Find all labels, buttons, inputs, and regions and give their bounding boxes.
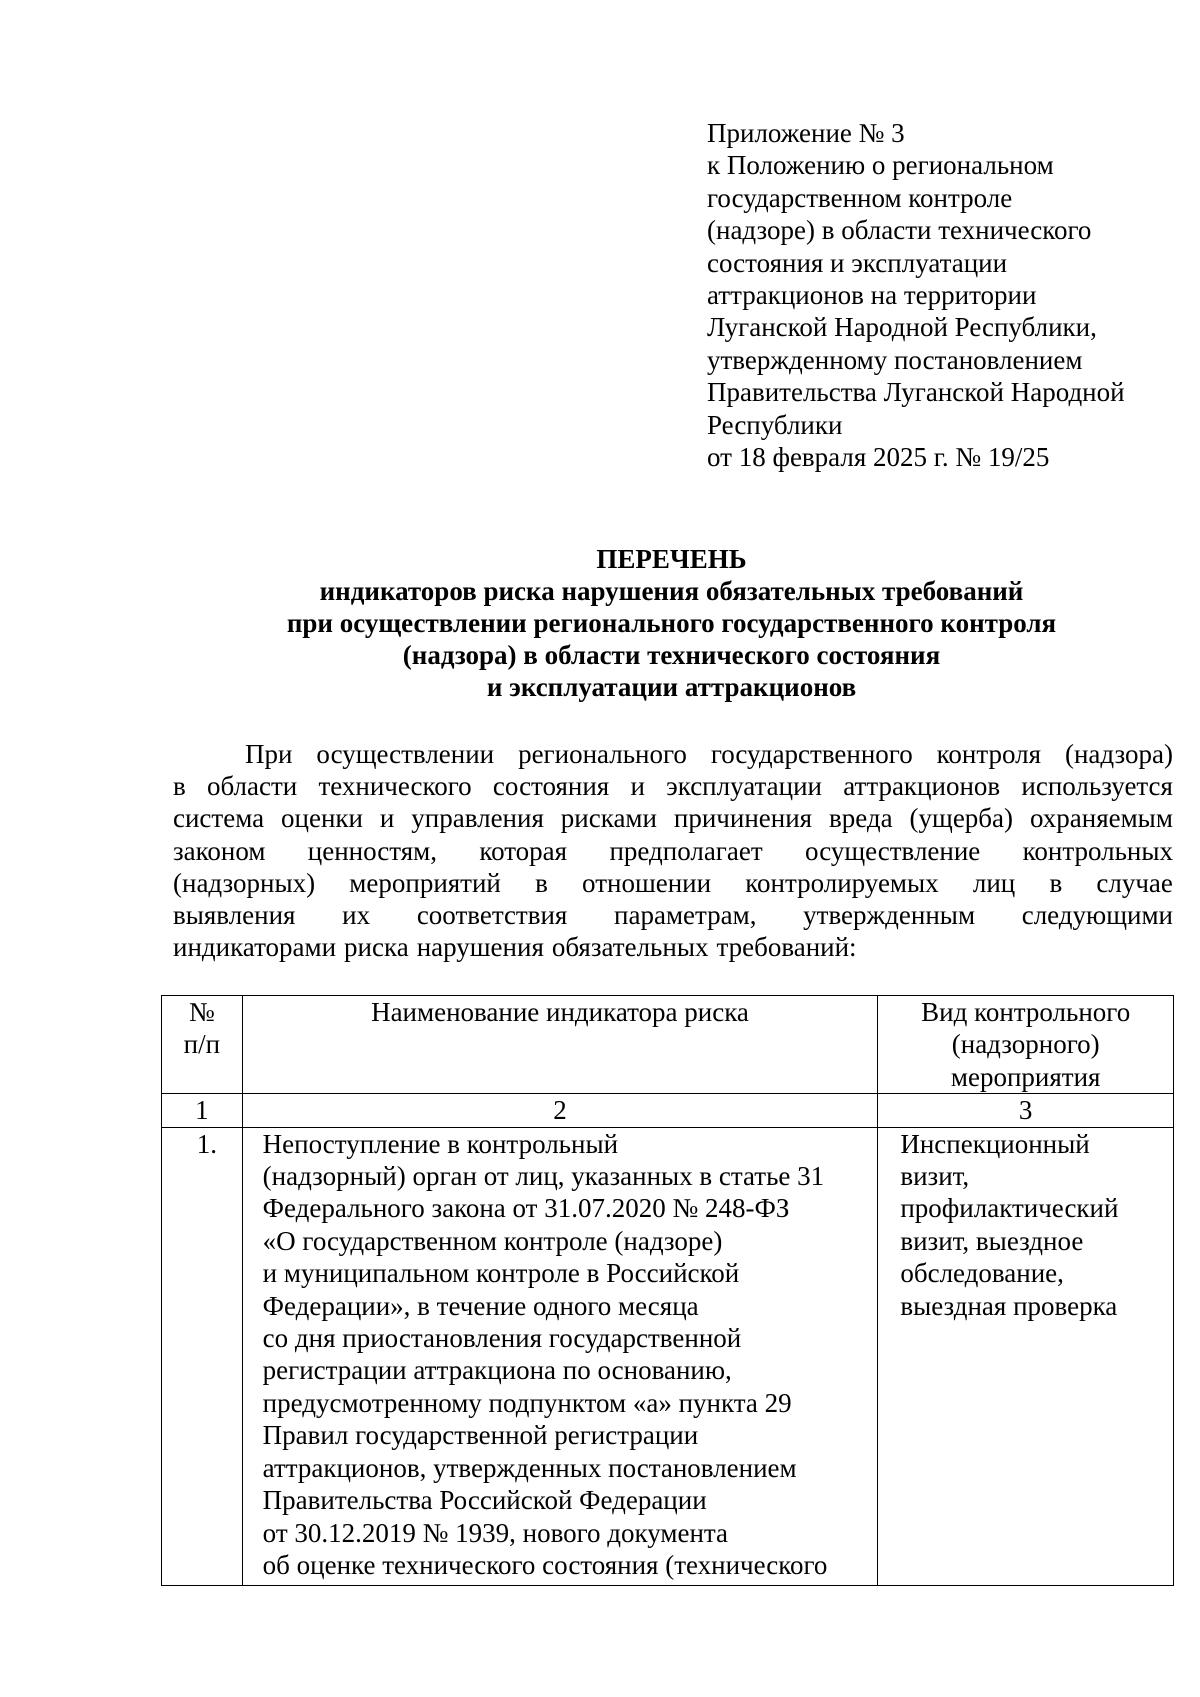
- intro-word: (надзора): [1064, 739, 1173, 769]
- row-name-line: «О государственном контроле (надзоре): [262, 1225, 723, 1256]
- row-name-line: со дня приостановления государственной: [262, 1323, 742, 1354]
- row-name-line: об оценке технического состояния (технического: [262, 1549, 828, 1580]
- row-name-line: Правил государственной регистрации: [262, 1420, 699, 1451]
- intro-word: система: [173, 803, 265, 834]
- index-cell: 2: [242, 1094, 878, 1127]
- intro-word: в: [1049, 867, 1063, 898]
- intro-line: [173, 835, 1173, 867]
- header-type-line: (надзорного): [951, 1029, 1100, 1060]
- intro-word: причинения: [673, 803, 813, 834]
- intro-word: регионального: [518, 739, 687, 769]
- intro-word: соответствия: [416, 900, 568, 931]
- intro-word: контролируемых: [745, 867, 939, 898]
- intro-word: следующими: [1021, 900, 1173, 931]
- table-index-row: [162, 1094, 1174, 1127]
- table-row: [162, 1127, 1174, 1586]
- heading-subtitle-line: (надзора) в области технического состояния: [402, 640, 941, 670]
- intro-word: вреда: [829, 803, 893, 834]
- row-type-line: обследование,: [900, 1258, 1064, 1289]
- header-number-line: п/п: [183, 1029, 221, 1060]
- risk-indicators-table: [161, 995, 1174, 1586]
- intro-word: нарушения: [416, 932, 544, 963]
- intro-word: (надзорных): [173, 867, 316, 898]
- row-name-cell: [242, 1127, 878, 1586]
- row-name-line: Правительства Российской Федерации: [262, 1485, 707, 1516]
- heading-subtitle-line: и эксплуатации аттракционов: [486, 672, 857, 702]
- intro-line: [173, 899, 1173, 931]
- intro-line: [173, 738, 1173, 770]
- intro-word: законом: [173, 835, 266, 866]
- header-type-line: Вид контрольного: [921, 997, 1131, 1027]
- intro-word: которая: [479, 835, 568, 866]
- row-name-line: Федерального закона от 31.07.2020 № 248-ФЗ: [262, 1193, 790, 1224]
- row-type-line: Инспекционный: [900, 1128, 1090, 1159]
- row-type-line: профилактический: [900, 1193, 1119, 1224]
- intro-word: отношении: [582, 867, 712, 898]
- header-name-cell: [242, 996, 878, 1094]
- row-name-line: Непоступление в контрольный: [262, 1128, 619, 1159]
- index-cell: 3: [878, 1094, 1174, 1127]
- intro-word: лиц: [972, 867, 1016, 898]
- intro-word: При: [245, 739, 293, 769]
- intro-line: [173, 931, 1173, 963]
- appendix-line: Луганской Народной Республики,: [707, 312, 1097, 343]
- intro-word: требований:: [716, 932, 857, 963]
- intro-word: в: [173, 771, 186, 802]
- row-name-line: регистрации аттракциона по основанию,: [262, 1355, 732, 1386]
- appendix-line: Республики: [707, 409, 843, 440]
- heading-title: ПЕРЕЧЕНЬ: [596, 544, 747, 574]
- intro-line: [173, 770, 1173, 802]
- header-type-line: мероприятия: [950, 1061, 1101, 1092]
- intro-word: осуществлении: [316, 739, 495, 769]
- appendix-line: аттракционов на территории: [707, 280, 1037, 311]
- intro-paragraph: [173, 738, 1173, 963]
- appendix-line: к Положению о региональном: [707, 150, 1054, 181]
- appendix-line: Приложение № 3: [707, 118, 905, 148]
- intro-word: случае: [1096, 867, 1173, 898]
- intro-word: эксплуатации: [666, 771, 822, 802]
- intro-word: аттракционов: [843, 771, 1001, 802]
- row-type-line: выездная проверка: [900, 1290, 1118, 1321]
- appendix-line: утвержденному постановлением: [707, 344, 1083, 375]
- header-type-cell: [878, 996, 1174, 1094]
- intro-word: управления: [411, 803, 544, 834]
- intro-word: в: [535, 867, 548, 898]
- intro-word: ценностям,: [307, 835, 437, 866]
- appendix-line: государственном контроле: [707, 182, 1013, 213]
- intro-word: осуществление: [805, 835, 981, 866]
- intro-word: их: [342, 900, 371, 931]
- row-number-cell: 1.: [162, 1127, 243, 1586]
- appendix-line: состояния и эксплуатации: [707, 247, 1008, 278]
- appendix-line: Правительства Луганской Народной: [707, 377, 1125, 408]
- intro-word: государственного: [710, 739, 913, 769]
- row-name-line: от 30.12.2019 № 1939, нового документа: [262, 1517, 729, 1548]
- intro-word: параметрам,: [614, 900, 757, 931]
- heading-subtitle-line: при осуществлении регионального государственного контроля: [286, 608, 1057, 638]
- header-number-cell: [162, 996, 243, 1094]
- intro-word: контроля: [936, 739, 1042, 769]
- appendix-line: от 18 февраля 2025 г. № 19/25: [707, 442, 1050, 473]
- intro-line: [173, 867, 1173, 899]
- intro-word: рисками: [560, 803, 657, 834]
- intro-word: контрольных: [1022, 835, 1173, 866]
- appendix-reference: [707, 117, 1177, 473]
- row-name-line: и муниципальном контроле в Российской: [262, 1258, 740, 1289]
- intro-word: мероприятий: [349, 867, 501, 898]
- row-type-line: визит, выездное: [900, 1225, 1084, 1256]
- intro-word: утвержденным: [803, 900, 976, 931]
- row-type-cell: [878, 1127, 1174, 1586]
- intro-word: технического: [318, 771, 472, 802]
- document-heading: [170, 543, 1173, 703]
- row-name-line: (надзорный) орган от лиц, указанных в статье 31: [262, 1161, 825, 1192]
- intro-word: охраняемым: [1029, 803, 1173, 834]
- intro-word: оценки: [281, 803, 363, 834]
- header-name-text: Наименование индикатора риска: [371, 997, 749, 1027]
- row-name-line: аттракционов, утвержденных постановлением: [262, 1452, 797, 1483]
- intro-word: предполагает: [609, 835, 763, 866]
- header-number-line: №: [188, 997, 215, 1027]
- row-name-line: предусмотренному подпунктом «а» пункта 29: [262, 1387, 792, 1418]
- intro-word: риска: [344, 932, 409, 963]
- row-type-line: визит,: [900, 1161, 970, 1192]
- intro-line: [173, 802, 1173, 834]
- intro-word: обязательных: [551, 932, 709, 963]
- intro-word: (ущерба): [909, 803, 1014, 834]
- heading-subtitle-line: индикаторов риска нарушения обязательных требований: [319, 576, 1024, 606]
- intro-word: области: [206, 771, 298, 802]
- intro-word: состояния: [492, 771, 610, 802]
- intro-word: выявления: [173, 900, 296, 931]
- row-name-line: Федерации», в течение одного месяца: [262, 1290, 699, 1321]
- index-cell: 1: [162, 1094, 243, 1127]
- table-header-row: [162, 996, 1174, 1094]
- intro-word: и: [630, 771, 645, 802]
- intro-word: используется: [1021, 771, 1173, 802]
- appendix-line: (надзоре) в области технического: [707, 215, 1092, 246]
- intro-word: индикаторами: [173, 932, 337, 963]
- intro-word: и: [379, 803, 395, 834]
